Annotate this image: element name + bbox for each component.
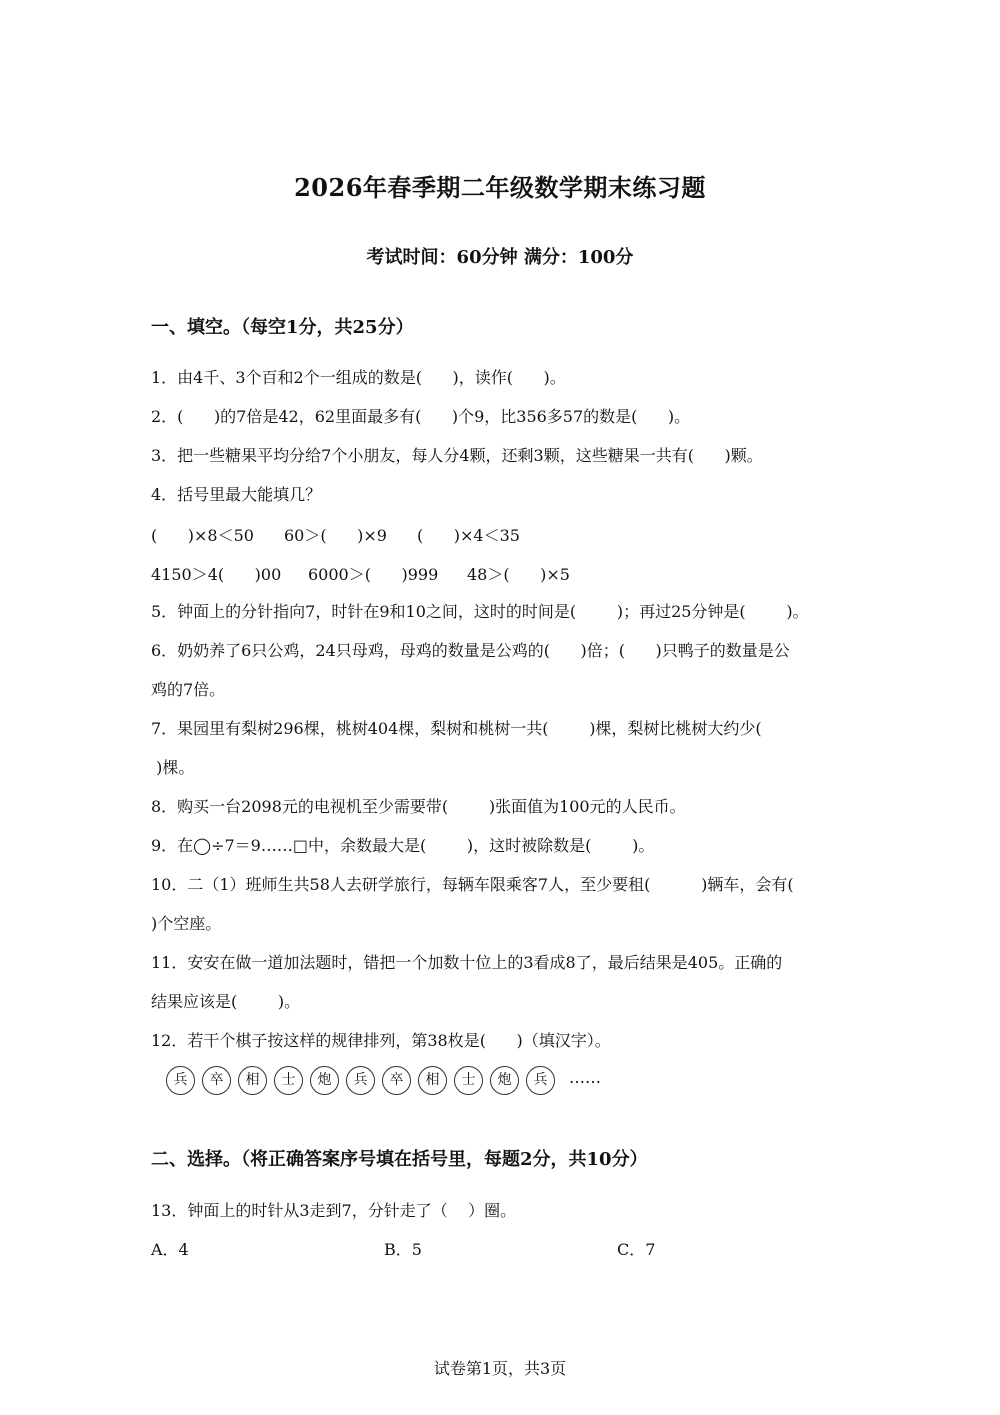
question-3: 3．把一些糖果平均分给7个小朋友，每人分4颗，还剩3颗，这些糖果一共有( )颗。 — [151, 446, 763, 465]
section2-heading: 二、选择。（将正确答案序号填在括号里，每题2分，共10分） — [151, 1149, 648, 1170]
question-11-line-1: 11．安安在做一道加法题时，错把一个加数十位上的3看成8了，最后结果是405。正确的 — [151, 953, 783, 972]
question-1: 1．由4千、3个百和2个一组成的数是( )，读作( )。 — [151, 368, 566, 387]
question-7-line-1: 7．果园里有梨树296棵，桃树404棵，梨树和桃树一共( )棵，梨树比桃树大约少( — [151, 719, 762, 738]
q4-item: ( )×8＜50 — [151, 526, 254, 545]
chess-piece: 卒 — [382, 1066, 411, 1095]
page-footer: 试卷第1页，共3页 — [433, 1359, 567, 1378]
question-10-line-1: 10．二（1）班师生共58人去研学旅行，每辆车限乘客7人，至少要租( )辆车，会有( — [151, 875, 794, 894]
chess-piece: 兵 — [526, 1066, 555, 1095]
chess-piece: 兵 — [166, 1066, 195, 1095]
question-12: 12．若干个棋子按这样的规律排列，第38枚是( )（填汉字）。 — [151, 1031, 611, 1050]
question-4: 4．括号里最大能填几？ — [151, 485, 322, 504]
question-7-line-2: )棵。 — [151, 758, 195, 777]
chess-piece: 卒 — [202, 1066, 231, 1095]
q4-item: ( )×4＜35 — [417, 526, 520, 545]
question-11-line-2: 结果应该是( )。 — [151, 992, 301, 1011]
chess-piece: 士 — [454, 1066, 483, 1095]
option-c: C．7 — [617, 1240, 656, 1259]
question-9: 9．在◯÷7＝9……□中，余数最大是( )，这时被除数是( )。 — [151, 836, 655, 855]
sequence-ellipsis: …… — [569, 1068, 601, 1087]
chess-piece: 相 — [418, 1066, 447, 1095]
question-13: 13．钟面上的时针从3走到7，分针走了（ ）圈。 — [151, 1201, 517, 1220]
exam-title: 2026年春季期二年级数学期末练习题 — [294, 173, 706, 202]
chess-piece: 士 — [274, 1066, 303, 1095]
q4-item: 4150＞4( )00 — [151, 565, 282, 584]
q4-item: 60＞( )×9 — [284, 526, 387, 545]
question-5: 5．钟面上的分针指向7，时针在9和10之间，这时的时间是( )；再过25分钟是( )。 — [151, 602, 809, 621]
chess-piece: 相 — [238, 1066, 267, 1095]
chess-piece-sequence — [166, 1066, 686, 1096]
q4-item: 48＞( )×5 — [467, 565, 570, 584]
question-8: 8．购买一台2098元的电视机至少需要带( )张面值为100元的人民币。 — [151, 797, 686, 816]
exam-subtitle: 考试时间：60分钟 满分：100分 — [366, 247, 634, 268]
question-6-line-1: 6．奶奶养了6只公鸡，24只母鸡，母鸡的数量是公鸡的( )倍；( )只鸭子的数量是公 — [151, 641, 790, 660]
q4-item: 6000＞( )999 — [308, 565, 439, 584]
chess-piece: 炮 — [490, 1066, 519, 1095]
question-2: 2．( )的7倍是42，62里面最多有( )个9，比356多57的数是( )。 — [151, 407, 691, 426]
option-b: B．5 — [384, 1240, 422, 1259]
section1-heading: 一、填空。（每空1分，共25分） — [151, 317, 414, 338]
question-6-line-2: 鸡的7倍。 — [151, 680, 226, 699]
option-a: A．4 — [151, 1240, 189, 1259]
chess-piece: 兵 — [346, 1066, 375, 1095]
question-10-line-2: )个空座。 — [151, 914, 222, 933]
chess-piece: 炮 — [310, 1066, 339, 1095]
